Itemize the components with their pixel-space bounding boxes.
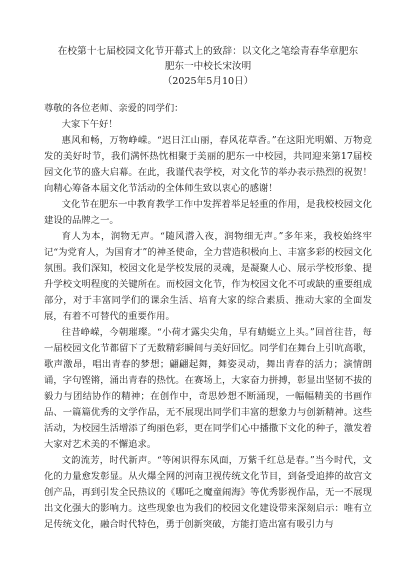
document-title: 在校第十七届校园文化节开幕式上的致辞：以文化之笔绘青春华章肥东 [57, 46, 359, 57]
paragraph: 往昔峥嵘，今朝璀璨。“小荷才露尖尖角，早有蜻蜓立上头。”回首往昔，每一届校园文化节都留下了无数精彩瞬间与美好回忆。同学们在舞台上引吭高歌，歌声激昂，唱出青春的梦想；翩翩起舞，舞姿灵动，舞出青春的活力；演情朗诵，字句铿锵，涌出青春的热忱。在赛场上，大家奋力拼搏，彰显出坚韧不拔的毅力与团结协作的精神；在创作中，奇思妙想不断涌现，一幅幅精美的书画作品、一篇篇优秀的文学作品，无不展现出同学们丰富的想象力与创新精神。这些活动，为校园生活增添了绚丽色彩，更在同学们心中播撒下文化的种子，激发着大家对艺术美的不懈追求。 [44, 327, 372, 450]
paragraph: 育人为本，润物无声。“随风潜入夜，润物细无声。”多年来，我校始终牢记“为党育人，为国育才”的神圣使命，全力营造积极向上、丰富多彩的校园文化氛围。我们深知，校园文化是学校发展的灵魂，是凝聚人心、展示学校形象、提升学校文明程度的关键所在。而校园文化节，作为校园文化不可或缺的重要组成部分，对于丰富同学们的课余生活、培育大家的综合素质、推动大家的全面发展，有着不可替代的重要作用。 [44, 231, 372, 322]
document-subtitle: 肥东一中校长宋汝明 [164, 61, 252, 72]
paragraph: 惠风和畅，万物峥嵘。“迟日江山丽，春风花草香。”在这阳光明媚、万物竞发的美好时节，我们满怀热忱相聚于美丽的肥东一中校园，共同迎来第17届校园文化节的盛大启幕。在此，我谨代表学校，对文化节的举办表示热烈的祝贺！向精心筹备本届文化节活动的全体师生致以衷心的感谢！ [44, 135, 372, 194]
greeting: 尊敬的各位老师、亲爱的同学们： [44, 103, 184, 114]
paragraph: 文化节在肥东一中教育教学工作中发挥着举足轻重的作用，是我校校园文化建设的品牌之一。 [44, 199, 372, 226]
paragraph: 文韵流芳，时代新声。“等闲识得东风面，万紫千红总是春。”当今时代，文化的力量愈发彰显。从火爆全网的河南卫视传统文化节目，到备受追捧的故宫文创产品，再到引发全民热议的《哪吒之魔童闹海》等优秀影视作品，无一不展现出文化强大的影响力。这些现象也为我们的校园文化建设带来深刻启示：唯有立足传统文化，融合时代特色，勇于创新突破，方能打造出富有吸引力与 [44, 455, 372, 530]
document-date: （2025年5月10日） [162, 76, 254, 87]
paragraph: 大家下午好！ [61, 119, 118, 130]
